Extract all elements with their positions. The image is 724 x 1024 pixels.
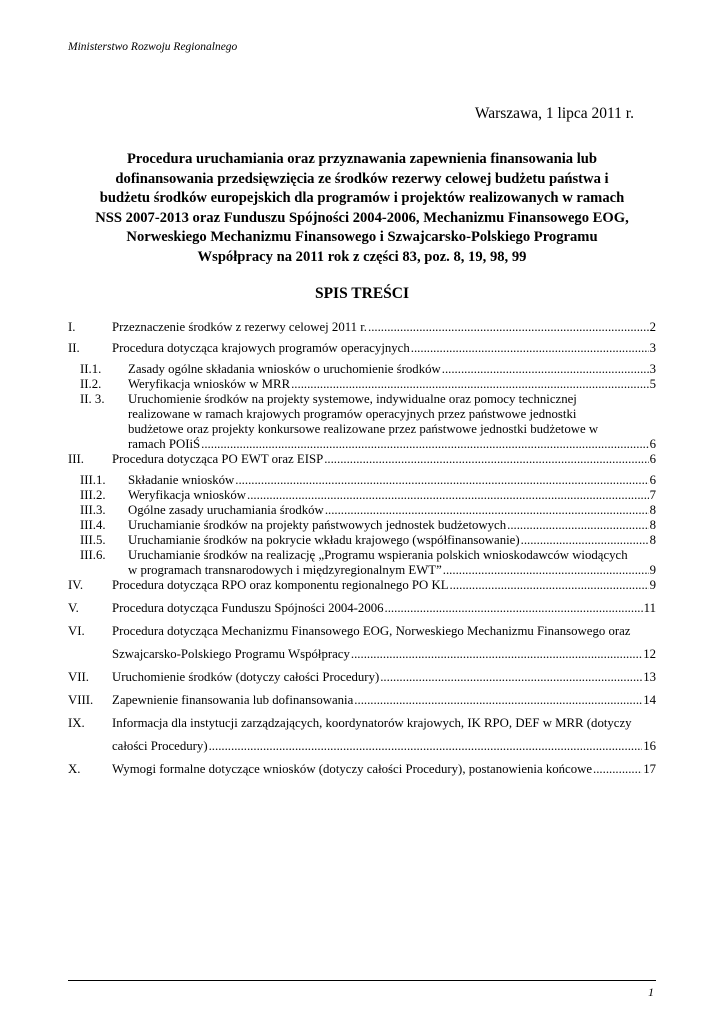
toc-title-line: w programach transnarodowych i międzyregionalnym EWT” [128, 563, 442, 577]
toc-title: Zasady ogólne składania wniosków o uruchomienie środków [128, 362, 441, 376]
toc-continuation [68, 407, 656, 422]
title-line: NSS 2007-2013 oraz Funduszu Spójności 2004-2006, Mechanizmu Finansowego EOG, [95, 209, 629, 226]
toc-number: II.2. [80, 377, 102, 391]
toc-page: 17 [643, 762, 656, 776]
toc-number: IX. [68, 716, 85, 730]
toc-number: III.4. [80, 518, 106, 532]
toc-page: 9 [649, 578, 656, 592]
toc-title: Składanie wniosków [128, 473, 235, 487]
toc-title-line: Uruchomienie środków na projekty systemowe, indywidualne oraz pomocy technicznej [128, 392, 577, 406]
toc-entry[interactable] [68, 518, 656, 533]
toc-entry[interactable] [68, 578, 656, 593]
toc-entry[interactable] [68, 533, 656, 548]
toc-number: III.2. [80, 488, 106, 502]
toc-number: III.1. [80, 473, 106, 487]
toc-title: Procedura dotycząca PO EWT oraz EISP [112, 452, 324, 466]
toc-leader [380, 670, 642, 685]
toc-entry[interactable] [68, 601, 656, 616]
toc-page: 12 [643, 647, 656, 661]
page-number: 1 [648, 985, 654, 999]
toc-number: III.6. [80, 548, 106, 562]
title-line: dofinansowania przedsięwzięcia ze środków rezerwy celowej budżetu państwa i [115, 170, 609, 187]
toc-page: 8 [649, 518, 656, 532]
toc-leader [201, 437, 648, 452]
toc-leader [442, 362, 649, 377]
toc-page: 9 [649, 563, 656, 577]
toc-title: Ogólne zasady uruchamiania środków [128, 503, 324, 517]
toc-entry[interactable] [68, 670, 656, 685]
toc-page: 3 [649, 362, 656, 376]
toc-entry[interactable] [68, 716, 656, 731]
toc-entry[interactable] [68, 473, 656, 488]
ministry-header: Ministerstwo Rozwoju Regionalnego [68, 41, 238, 53]
title-line: Norweskiego Mechanizmu Finansowego i Szwajcarsko-Polskiego Programu [126, 229, 598, 246]
toc-number: II.1. [80, 362, 102, 376]
title-line: Współpracy na 2011 rok z części 83, poz. 8, 19, 98, 99 [197, 248, 527, 265]
toc-title: Procedura dotycząca krajowych programów operacyjnych [112, 341, 410, 355]
toc-leader [368, 320, 649, 335]
toc-page: 13 [643, 670, 656, 684]
toc-continuation [68, 563, 656, 578]
toc-title-line: Szwajcarsko-Polskiego Programu Współpracy [112, 647, 350, 661]
toc-title-line: Procedura dotycząca Mechanizmu Finansowego EOG, Norweskiego Mechanizmu Finansowego oraz [112, 624, 631, 638]
toc-leader [507, 518, 648, 533]
title-line: Procedura uruchamiania oraz przyznawania zapewnienia finansowania lub [127, 151, 597, 167]
toc-page: 7 [649, 488, 656, 502]
toc-entry[interactable] [68, 548, 656, 563]
toc-title-line: Uruchamianie środków na realizację „Programu wspierania polskich wnioskodawców wiodących [128, 548, 628, 562]
toc-number: I. [68, 320, 76, 334]
toc-leader [385, 601, 643, 616]
toc-number: VIII. [68, 693, 94, 707]
toc-entry[interactable] [68, 762, 656, 777]
toc-number: V. [68, 601, 79, 615]
toc-page: 11 [643, 601, 656, 615]
toc-continuation [68, 647, 656, 662]
toc-number: III.5. [80, 533, 106, 547]
toc-title-line: realizowane w ramach krajowych programów operacyjnych przez państwowe jednostki [128, 407, 577, 421]
toc-continuation [68, 739, 656, 754]
toc-number: III.3. [80, 503, 106, 517]
toc-page: 3 [649, 341, 656, 355]
toc-title: Procedura dotycząca RPO oraz komponentu regionalnego PO KL [112, 578, 449, 592]
toc-leader [521, 533, 649, 548]
table-of-contents [68, 320, 656, 777]
footer-divider [68, 980, 656, 981]
document-date: Warszawa, 1 lipca 2011 r. [474, 105, 634, 122]
toc-heading: SPIS TREŚCI [314, 285, 410, 302]
toc-title: Zapewnienie finansowania lub dofinansowania [112, 693, 354, 707]
toc-entry[interactable] [68, 392, 656, 407]
toc-leader [450, 578, 649, 593]
toc-title: Uruchamianie środków na projekty państwowych jednostek budżetowych [128, 518, 507, 532]
toc-continuation [68, 422, 656, 437]
toc-leader [351, 647, 642, 662]
toc-entry[interactable] [68, 693, 656, 708]
toc-page: 6 [649, 473, 656, 487]
toc-leader [247, 488, 649, 503]
toc-entry[interactable] [68, 320, 656, 335]
toc-title: Procedura dotycząca Funduszu Spójności 2004-2006 [112, 601, 384, 615]
toc-leader [325, 503, 649, 518]
toc-entry[interactable] [68, 341, 656, 356]
toc-title: Wymogi formalne dotyczące wniosków (dotyczy całości Procedury), postanowienia końcowe [112, 762, 593, 776]
toc-title-line: Informacja dla instytucji zarządzających, koordynatorów krajowych, IK RPO, DEF w MRR (dotyczy [112, 716, 632, 730]
toc-number: II. 3. [80, 392, 105, 406]
toc-number: VI. [68, 624, 85, 638]
toc-number: IV. [68, 578, 84, 592]
toc-title: Uruchomienie środków (dotyczy całości Procedury) [112, 670, 380, 684]
toc-title: Uruchamianie środków na pokrycie wkładu krajowego (współfinansowanie) [128, 533, 520, 547]
toc-page: 2 [649, 320, 656, 334]
toc-entry[interactable] [68, 488, 656, 503]
title-line: budżetu środków europejskich dla programów i projektów realizowanych w ramach [99, 190, 625, 207]
toc-number: X. [68, 762, 81, 776]
toc-leader [324, 452, 648, 467]
toc-number: III. [68, 452, 84, 466]
toc-leader [235, 473, 648, 488]
toc-leader [209, 739, 643, 754]
toc-entry[interactable] [68, 377, 656, 392]
toc-number: VII. [68, 670, 89, 684]
toc-leader [593, 762, 642, 777]
document-title [62, 150, 662, 268]
toc-page: 6 [649, 452, 656, 466]
toc-page: 8 [649, 533, 656, 547]
toc-title: Weryfikacja wniosków w MRR [128, 377, 291, 391]
toc-page: 8 [649, 503, 656, 517]
toc-leader [291, 377, 648, 392]
toc-title-line: całości Procedury) [112, 739, 208, 753]
toc-page: 5 [649, 377, 656, 391]
toc-title-line: budżetowe oraz projekty konkursowe realizowane przez państwowe jednostki budżetowe w [128, 422, 599, 436]
toc-entry[interactable] [68, 452, 656, 467]
toc-title-line: ramach POIiŚ [128, 437, 201, 451]
toc-leader [354, 693, 642, 708]
toc-leader [411, 341, 649, 356]
toc-entry[interactable] [68, 503, 656, 518]
toc-continuation [68, 437, 656, 452]
toc-page: 6 [649, 437, 656, 451]
toc-entry[interactable] [68, 362, 656, 377]
toc-leader [443, 563, 649, 578]
toc-number: II. [68, 341, 80, 355]
toc-entry[interactable] [68, 624, 656, 639]
toc-title: Przeznaczenie środków z rezerwy celowej 2011 r. [112, 320, 367, 334]
toc-title: Weryfikacja wniosków [128, 488, 247, 502]
toc-page: 16 [643, 739, 656, 753]
toc-page: 14 [643, 693, 656, 707]
